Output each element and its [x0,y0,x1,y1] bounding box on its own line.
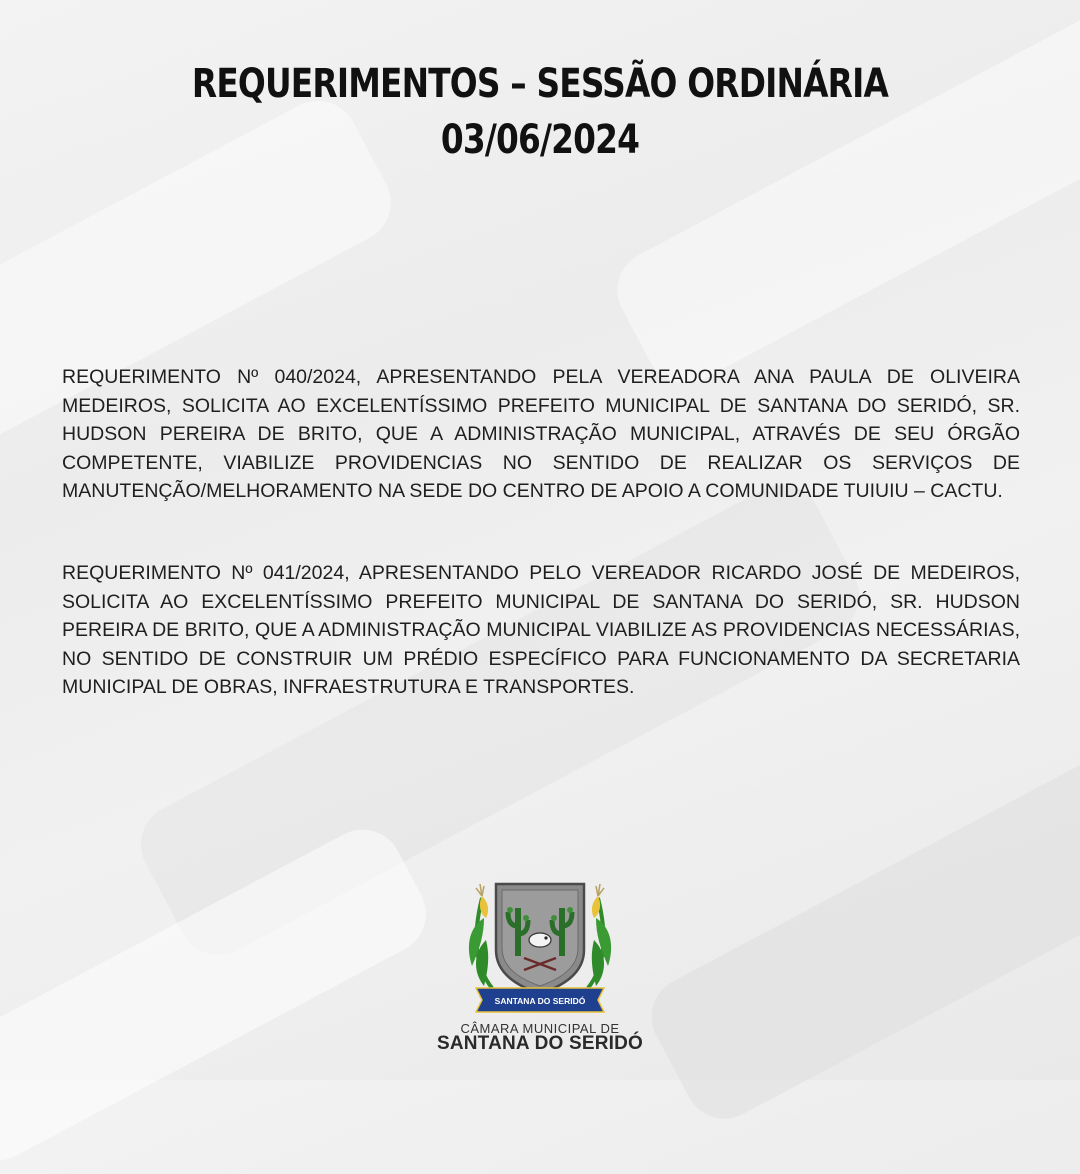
coat-of-arms-icon [462,878,618,1018]
bird-icon [529,933,551,947]
background-shape [638,737,1080,1132]
page-title [97,56,983,168]
left-corn-stalk-icon [469,884,492,988]
org-name-line-1: CÂMARA MUNICIPAL DE [460,1021,620,1036]
title-date: 03/06/2024 [440,117,640,163]
title-line-1: REQUERIMENTOS – SESSÃO ORDINÁRIA [191,61,889,107]
requerimento-040: REQUERIMENTO Nº 040/2024, APRESENTANDO PELA VEREADORA ANA PAULA DE OLIVEIRA MEDEIROS, SOLICITA AO EXCELENTÍSSIMO PREFEITO MUNICIPAL DE SANTANA DO SERIDÓ, SR. HUDSON PEREIRA DE BRITO, QUE A ADMINISTRAÇÃO MUNICIPAL, ATRAVÉS DE SEU ÓRGÃO COMPETENTE, VIABILIZE PROVIDENCIAS NO SENTIDO DE REALIZAR OS SERVIÇOS DE MANUTENÇÃO/MELHORAMENTO NA SEDE DO CENTRO DE APOIO A COMUNIDADE TUIUIU – CACTU. [62,366,1020,502]
requerimento-041: REQUERIMENTO Nº 041/2024, APRESENTANDO PELO VEREADOR RICARDO JOSÉ DE MEDEIROS, SOLICITA AO EXCELENTÍSSIMO PREFEITO MUNICIPAL DE SANTANA DO SERIDÓ, SR. HUDSON PEREIRA DE BRITO, QUE A ADMINISTRAÇÃO MUNICIPAL VIABILIZE AS PROVIDENCIAS NECESSÁRIAS, NO SENTIDO DE CONSTRUIR UM PRÉDIO ESPECÍFICO PARA FUNCIONAMENTO DA SECRETARIA MUNICIPAL DE OBRAS, INFRAESTRUTURA E TRANSPORTES. [62,562,1020,698]
org-name-line-2: SANTANA DO SERIDÓ [436,1033,644,1054]
right-corn-stalk-icon [588,884,611,988]
banner-text: SANTANA DO SERIDÓ [494,996,586,1006]
